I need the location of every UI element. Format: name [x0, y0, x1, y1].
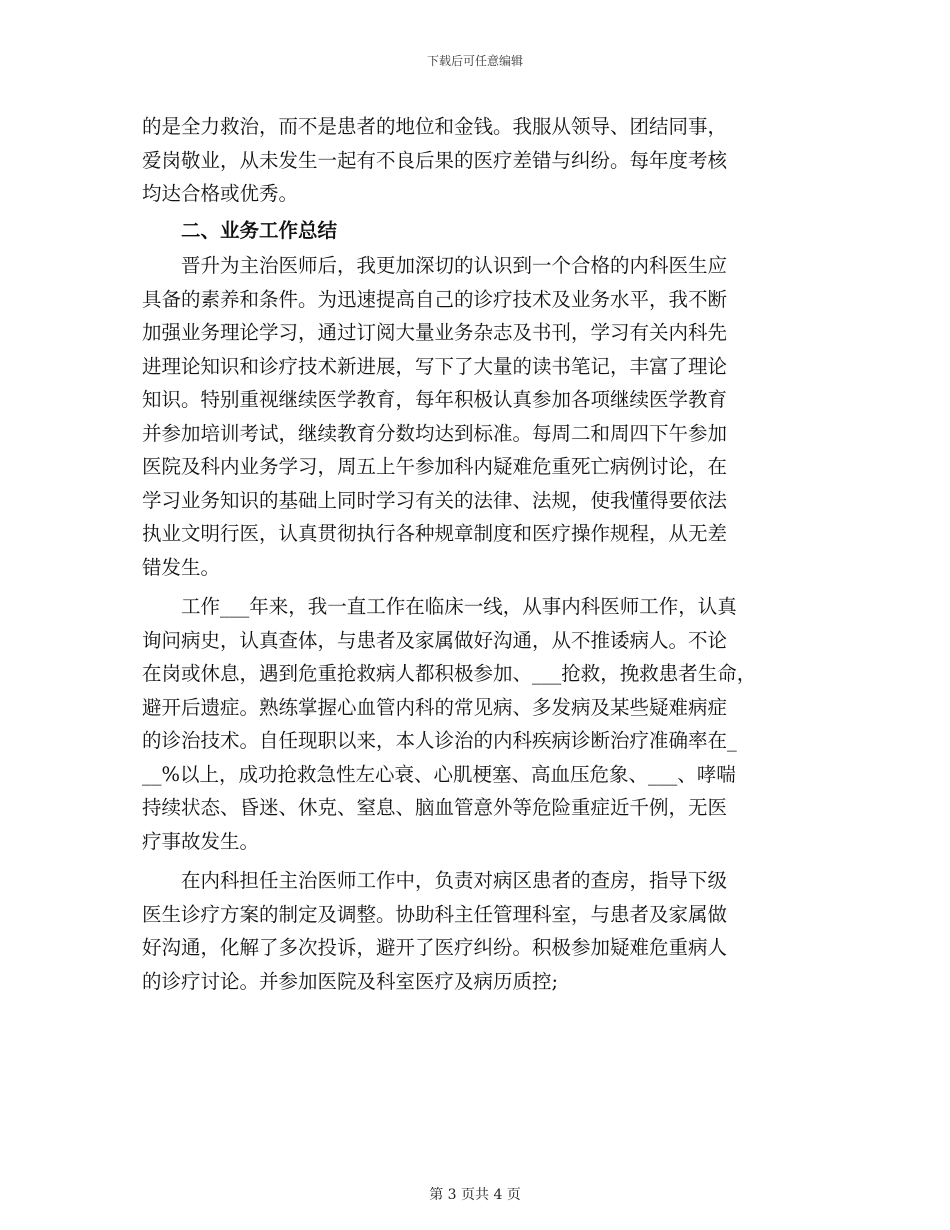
text-line: 工作___年来，我一直工作在临床一线，从事内科医师工作，认真	[181, 595, 737, 618]
text-line: 询问病史，认真查体，与患者及家属做好沟通，从不推诿病人。不论	[142, 628, 728, 652]
text-line: 均达合格或优秀。	[142, 182, 299, 205]
text-line: 避开后遗症。熟练掌握心血管内科的常见病、多发病及某些疑难病症	[142, 695, 728, 719]
text-line: 在岗或休息，遇到危重抢救病人都积极参加、___抢救，挽救患者生命，	[142, 662, 757, 685]
text-line: 并参加培训考试，继续教育分数均达到标准。每周二和周四下午参加	[142, 421, 728, 445]
page-header: 下载后可任意编辑	[426, 54, 523, 68]
text-line: 的诊治技术。自任现职以来，本人诊治的内科疾病诊断治疗准确率在_	[142, 729, 737, 752]
document-body	[142, 110, 814, 998]
text-line: 持续状态、昏迷、休克、窒息、脑血管意外等危险重症近千例，无医	[142, 796, 728, 819]
text-line: 执业文明行医，认真贯彻执行各种规章制度和医疗操作规程，从无差	[142, 522, 728, 545]
text-line: 疗事故发生。	[142, 829, 260, 853]
text-line: 医生诊疗方案的制定及调整。协助科主任管理科室，与患者及家属做	[142, 902, 728, 926]
text-line: 学习业务知识的基础上同时学习有关的法律、法规，使我懂得要依法	[142, 488, 728, 512]
text-line: 的诊疗讨论。并参加医院及科室医疗及病历质控;	[142, 969, 559, 993]
text-line: 知识。特别重视继续医学教育，每年积极认真参加各项继续医学教育	[142, 388, 728, 411]
text-line: 好沟通，化解了多次投诉，避开了医疗纠纷。积极参加疑难危重病人	[142, 936, 728, 959]
paragraph-clinical-work	[142, 590, 814, 858]
text-line: 晋升为主治医师后，我更加深切的认识到一个合格的内科医生应	[181, 254, 728, 277]
section-heading: 二、业务工作总结	[181, 218, 338, 242]
text-line: 加强业务理论学习，通过订阅大量业务杂志及书刊，学习有关内科先	[142, 321, 728, 344]
page-footer: 第 3 页共 4 页	[429, 1187, 521, 1203]
paragraph-study	[142, 249, 814, 584]
text-line: 进理论知识和诊疗技术新进展，写下了大量的读书笔记，丰富了理论	[142, 354, 728, 378]
text-line: __%以上，成功抢救急性左心衰、心肌梗塞、高血压危象、___、哮喘	[142, 762, 736, 786]
text-line: 的是全力救治，而不是患者的地位和金钱。我服从领导、团结同事，	[142, 115, 728, 138]
text-line: 具备的素养和条件。为迅速提高自己的诊疗技术及业务水平，我不断	[142, 287, 728, 311]
text-line: 错发生。	[142, 555, 221, 579]
text-line: 医院及科内业务学习，周五上午参加科内疑难危重死亡病例讨论，在	[142, 455, 728, 478]
paragraph-continuation	[142, 110, 814, 211]
text-line: 爱岗敬业，从未发生一起有不良后果的医疗差错与纠纷。每年度考核	[142, 148, 728, 172]
paragraph-attending-duties	[142, 864, 814, 998]
text-line: 在内科担任主治医师工作中，负责对病区患者的查房，指导下级	[181, 869, 728, 892]
